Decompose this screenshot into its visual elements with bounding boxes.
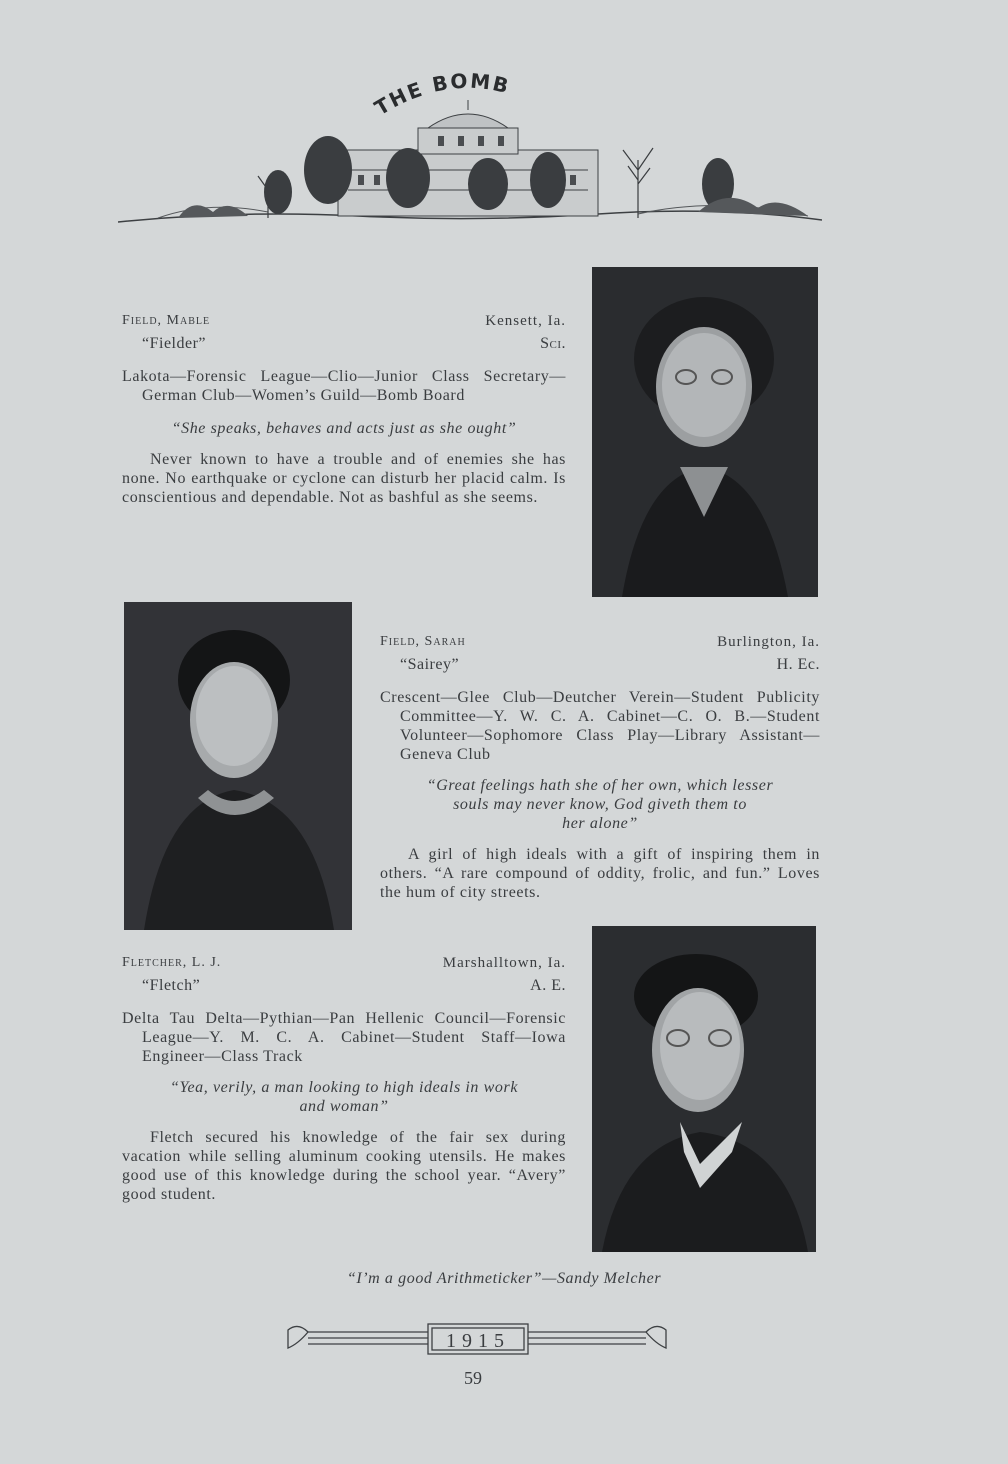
nickname: “Sairey” [400, 656, 460, 673]
nickname: “Fielder” [142, 335, 207, 352]
year-banner [284, 1318, 670, 1360]
course: H. Ec. [776, 656, 820, 673]
banner-year: 1915 [446, 1330, 510, 1352]
activities: Delta Tau Delta—Pythian—Pan Hellenic Council—Forensic League—Y. M. C. A. Cabinet—Student Staff—Iowa Engineer—Class Track [122, 1010, 566, 1065]
description: Fletch secured his knowledge of the fair sex during vacation while selling aluminum cooking utensils. He makes good use of this knowledge during the school year. “Avery” good student. [122, 1129, 566, 1203]
description: A girl of high ideals with a gift of inspiring them in others. “A rare compound of oddity, frolic, and fun.” Loves the hum of city streets. [380, 846, 820, 901]
quote [122, 1078, 566, 1116]
activities: Crescent—Glee Club—Deutcher Verein—Student Publicity Committee—Y. W. C. A. Cabinet—C. O. B.—Student Volunteer—Sophomore Class Play—Library Assistant—Geneva Club [380, 689, 820, 763]
quote: “She speaks, behaves and acts just as she ought” [171, 420, 517, 437]
masthead-title-text: THE BOMB [370, 72, 513, 121]
quote [380, 776, 820, 833]
portrait-photo-sarah-field [124, 602, 352, 930]
quote-line: souls may never know, God giveth them to [453, 796, 747, 813]
course: A. E. [530, 977, 566, 994]
hometown: Marshalltown, Ia. [442, 955, 566, 971]
student-name: Field, Sarah [380, 634, 466, 649]
description: Never known to have a trouble and of enemies she has none. No earthquake or cyclone can disturb her placid calm. Is conscientious and dependable. Not as bashful as she seems. [122, 451, 566, 506]
page-number: 59 [464, 1368, 482, 1388]
portrait-photo-lj-fletcher [592, 926, 816, 1252]
campus-illustration [118, 100, 822, 230]
nickname: “Fletch” [142, 977, 201, 994]
footer-quote: “I’m a good Arithmeticker”—Sandy Melcher [346, 1270, 662, 1287]
portrait-photo-mable-field [592, 267, 818, 597]
student-name: Fletcher, L. J. [122, 955, 222, 970]
quote-line: her alone” [562, 815, 638, 832]
student-name: Field, Mable [122, 313, 211, 328]
activities: Lakota—Forensic League—Clio—Junior Class Secretary—German Club—Women’s Guild—Bomb Board [122, 368, 566, 404]
quote-line: “Great feelings hath she of her own, which lesser [426, 777, 774, 794]
quote-line: “Yea, verily, a man looking to high ideals in work [169, 1079, 519, 1096]
course: Sci. [540, 335, 566, 352]
hometown: Kensett, Ia. [485, 313, 566, 329]
quote-line: and woman” [299, 1098, 389, 1115]
hometown: Burlington, Ia. [717, 634, 820, 650]
